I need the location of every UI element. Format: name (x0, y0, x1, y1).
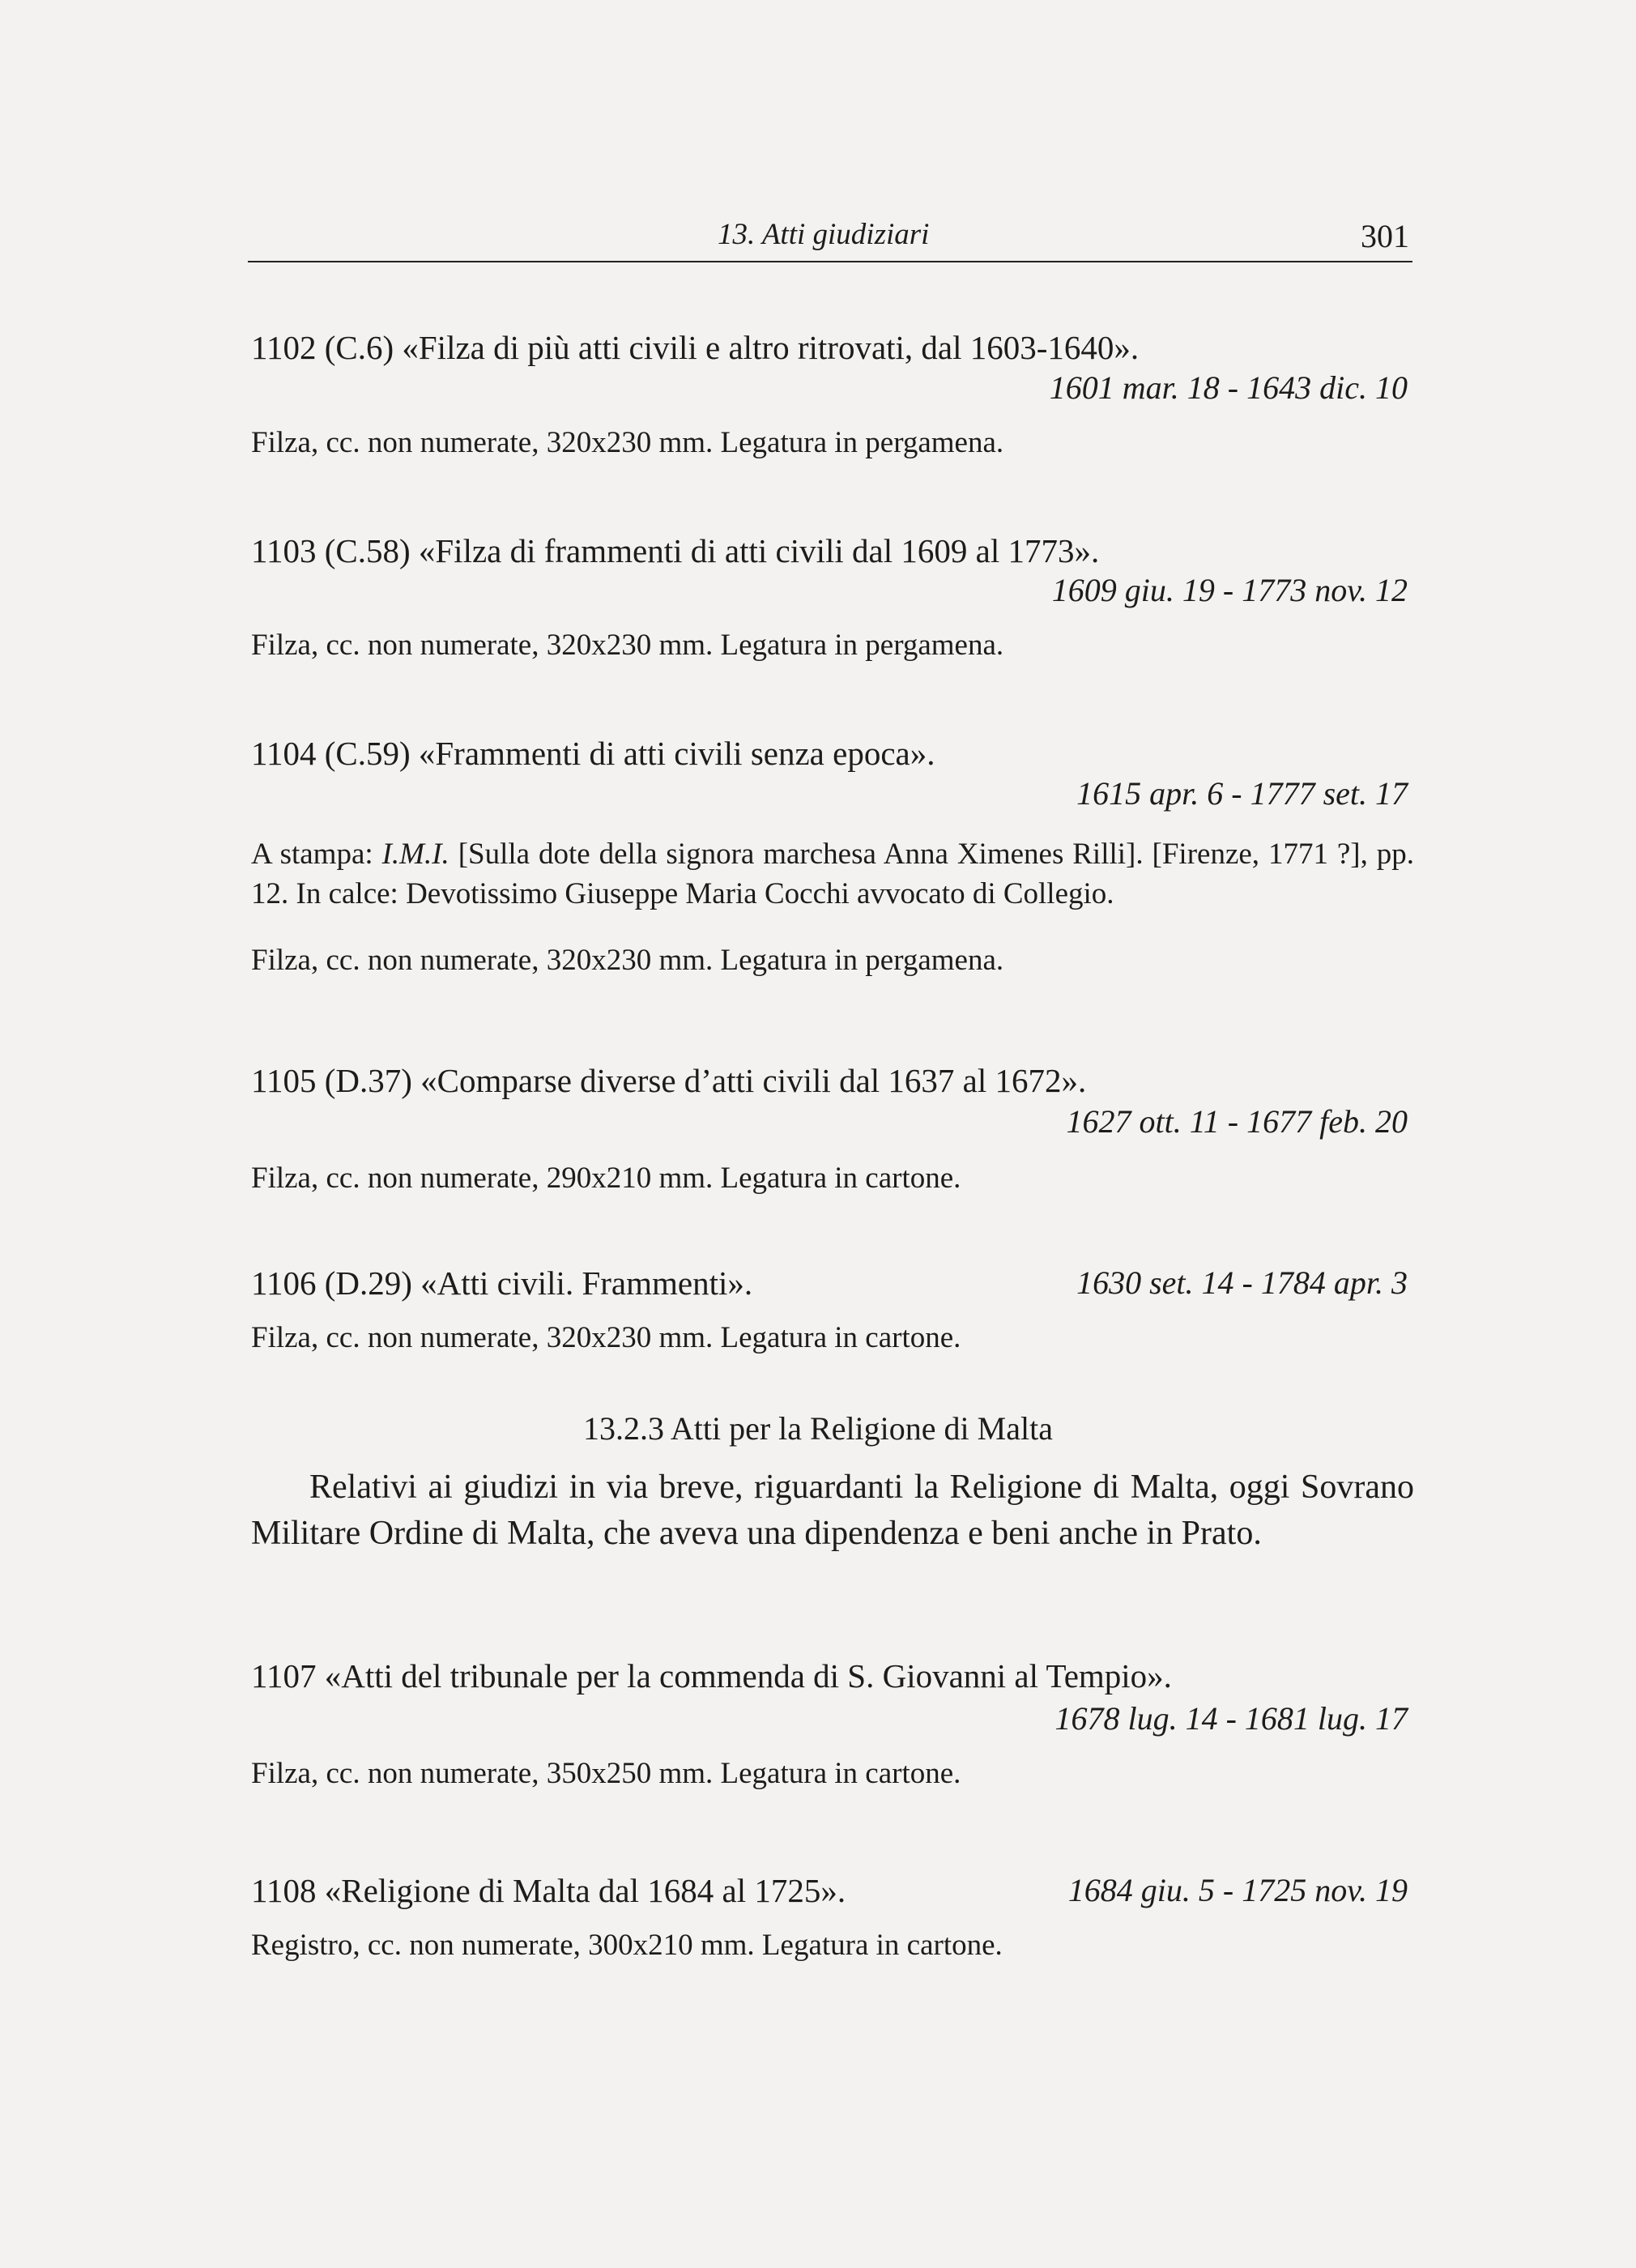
entry-title-1108: 1108 «Religione di Malta dal 1684 al 1725». (251, 1872, 846, 1909)
entry-dates-1107: 1678 lug. 14 - 1681 lug. 17 (1054, 1700, 1408, 1737)
entry-description-1105: Filza, cc. non numerate, 290x210 mm. Legatura in cartone. (251, 1162, 961, 1195)
entry-stampa-1104 (251, 834, 1414, 914)
page-number: 301 (1361, 218, 1409, 254)
entry-title-1104: 1104 (C.59) «Frammenti di atti civili senza epoca». (251, 735, 935, 772)
entry-dates-1103: 1609 giu. 19 - 1773 nov. 12 (1051, 572, 1408, 608)
entry-description-1107: Filza, cc. non numerate, 350x250 mm. Legatura in cartone. (251, 1757, 961, 1790)
entry-description-1104: Filza, cc. non numerate, 320x230 mm. Legatura in pergamena. (251, 944, 1004, 977)
stampa-rest: [Sulla dote della signora marchesa Anna Ximenes Rilli]. [Firenze, 1771 ?], pp. 12. In calce: Devotissimo Giuseppe Maria Cocchi avvocato di Collegio. (251, 838, 1414, 910)
entry-dates-1102: 1601 mar. 18 - 1643 dic. 10 (1049, 369, 1408, 406)
entry-description-1102: Filza, cc. non numerate, 320x230 mm. Legatura in pergamena. (251, 426, 1004, 459)
entry-title-1105: 1105 (D.37) «Comparse diverse d’atti civili dal 1637 al 1672». (251, 1062, 1087, 1099)
entry-title-1103: 1103 (C.58) «Filza di frammenti di atti civili dal 1609 al 1773». (251, 532, 1100, 569)
entry-description-1106: Filza, cc. non numerate, 320x230 mm. Legatura in cartone. (251, 1321, 961, 1354)
entry-title-1102: 1102 (C.6) «Filza di più atti civili e altro ritrovati, dal 1603-1640». (251, 329, 1140, 366)
entry-title-1107: 1107 «Atti del tribunale per la commenda di S. Giovanni al Tempio». (251, 1657, 1172, 1695)
entry-dates-1105: 1627 ott. 11 - 1677 feb. 20 (1066, 1103, 1408, 1140)
running-title: 13. Atti giudiziari (718, 218, 930, 251)
stampa-italic: I.M.I. (381, 838, 449, 871)
entry-title-1106: 1106 (D.29) «Atti civili. Frammenti». (251, 1264, 753, 1302)
entry-dates-1108: 1684 giu. 5 - 1725 nov. 19 (1067, 1872, 1408, 1908)
stampa-prefix: A stampa: (251, 838, 382, 871)
running-header (248, 217, 1412, 262)
section-intro: Relativi ai giudizi in via breve, riguardanti la Religione di Malta, oggi Sovrano Militare Ordine di Malta, che aveva una dipendenza e beni anche in Prato. (251, 1469, 1414, 1552)
entry-dates-1104: 1615 apr. 6 - 1777 set. 17 (1076, 775, 1408, 812)
entry-description-1103: Filza, cc. non numerate, 320x230 mm. Legatura in pergamena. (251, 629, 1004, 662)
section-heading: 13.2.3 Atti per la Religione di Malta (583, 1410, 1053, 1447)
entry-dates-1106: 1630 set. 14 - 1784 apr. 3 (1076, 1264, 1408, 1301)
entry-description-1108: Registro, cc. non numerate, 300x210 mm. Legatura in cartone. (251, 1929, 1003, 1962)
